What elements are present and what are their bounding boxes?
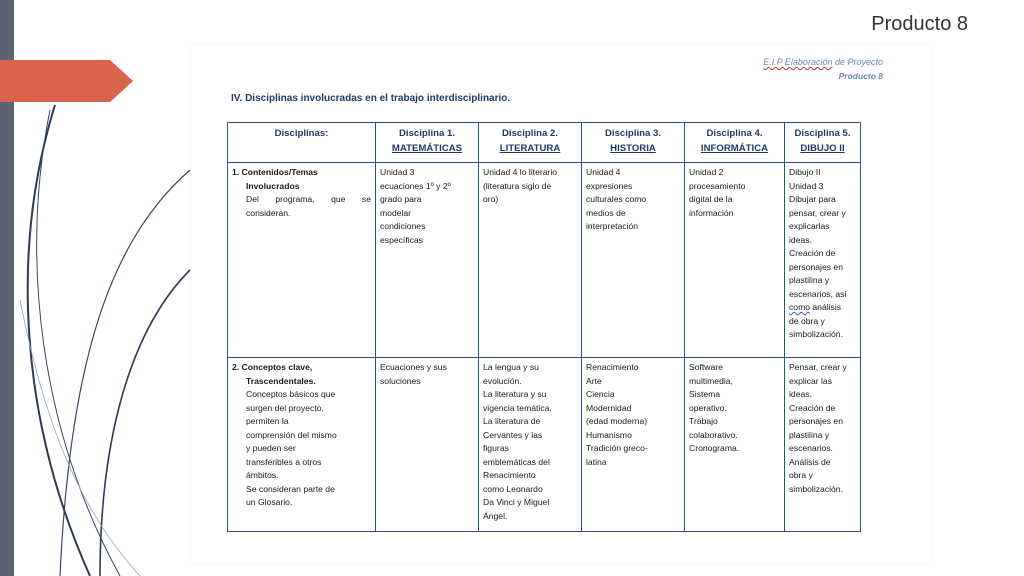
column-header (582, 123, 685, 163)
column-header-sub: INFORMÁTICA (700, 143, 769, 154)
table-cell (785, 163, 861, 358)
document-page (191, 45, 931, 563)
row-label-subtitle: Trascendentales. (246, 375, 316, 386)
decorative-curves (0, 0, 200, 576)
section-title: IV. Disciplinas involucradas en el trabajo interdisciplinario. (231, 93, 511, 104)
row-label-title: 1. Contenidos/Temas (232, 167, 318, 177)
corner-header (228, 123, 376, 163)
column-header (479, 123, 582, 163)
column-header-top: Disciplina 2. (502, 128, 558, 139)
table-row (228, 163, 861, 358)
column-header-top: Disciplina 3. (605, 128, 661, 139)
column-header (685, 123, 785, 163)
disciplines-table (227, 122, 861, 532)
slide-title: Producto 8 (871, 13, 968, 35)
column-header (785, 123, 861, 163)
table-header-row (228, 123, 861, 163)
table-cell: Renacimiento Arte Ciencia Modernidad (edad moderna) Humanismo Tradición greco- latina (582, 358, 685, 532)
column-header-top: Disciplina 1. (399, 128, 455, 139)
header-line-1-rest: de Proyecto (832, 57, 883, 67)
column-header-sub: DIBUJO II (800, 143, 845, 154)
column-header (376, 123, 479, 163)
table-row (228, 358, 861, 532)
cell-text-part: Dibujo II Unidad 3 Dibujar para pensar, crear y explicarlas ideas. Creación de personajes en plastilina y escenarios, así (789, 167, 847, 299)
table-cell: La lengua y su evolución. La literatura y su vigencia temática. La literatura de Cervantes y las figuras emblemáticas del Renacimiento como Leonardo Da Vinci y Miguel Ángel. (479, 358, 582, 532)
column-header-sub: LITERATURA (499, 143, 561, 154)
table-cell: Pensar, crear y explicar las ideas. Creación de personajes en plastilina y escenarios. Análisis de obra y simbolización. (785, 358, 861, 532)
table-cell: Unidad 4 expresiones culturales como medios de interpretación (582, 163, 685, 358)
row-label-contents (228, 163, 376, 358)
corner-header-label: Disciplinas: (274, 128, 329, 139)
row-label-description: Del programa, que se consideran. (246, 194, 371, 218)
row-label-concepts (228, 358, 376, 532)
table-cell: Software multimedia, Sistema operativo. Trabajo colaborativo. Cronograma. (685, 358, 785, 532)
header-line-2: Producto 8 (838, 71, 883, 81)
table-cell: Unidad 4 lo literario (literatura siglo de oro) (479, 163, 582, 358)
column-header-sub: HISTORIA (610, 143, 656, 154)
header-link-text: E.I.P Elaboración (763, 57, 833, 67)
column-header-top: Disciplina 4. (706, 128, 763, 139)
table-cell: Unidad 2 procesamiento digital de la información (685, 163, 785, 358)
table-cell: Unidad 3 ecuaciones 1º y 2º grado para modelar condiciones específicas (376, 163, 479, 358)
column-header-top: Disciplina 5. (794, 128, 851, 139)
row-label-description: Conceptos básicos que surgen del proyecto, permiten la comprensión del mismo y pueden ser transferibles a otros ámbitos. Se consideran parte de un Glosario. (246, 389, 337, 507)
column-header-sub: MATEMÁTICAS (391, 143, 463, 154)
cell-text-underlined: como (789, 302, 811, 312)
table-cell: Ecuaciones y sus soluciones (376, 358, 479, 532)
document-header (763, 57, 883, 81)
header-line-1 (763, 57, 883, 67)
cell-text-part: análisis de obra y simbolización. (789, 302, 843, 339)
row-label-subtitle: Involucrados (246, 180, 300, 191)
row-label-title: 2. Conceptos clave, (232, 362, 313, 372)
